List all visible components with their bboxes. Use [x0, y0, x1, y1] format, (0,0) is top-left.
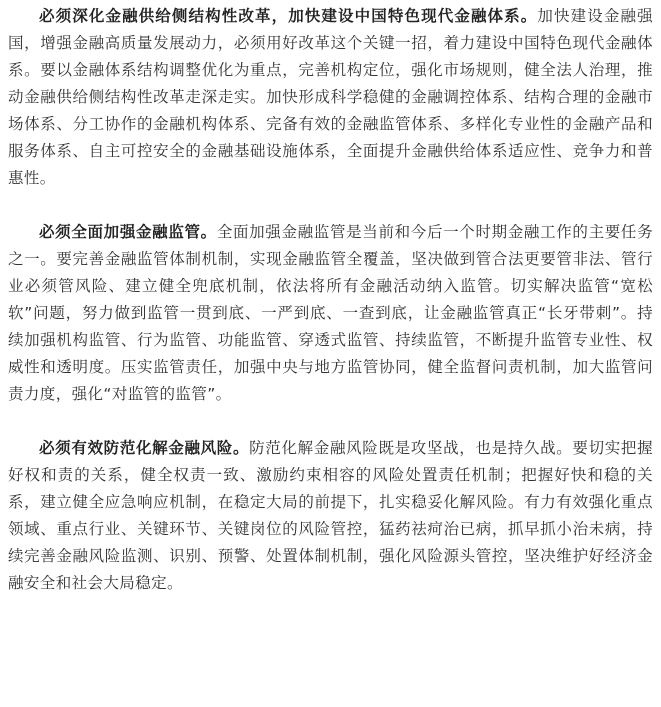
- paragraph-text: 全面加强金融监管是当前和今后一个时期金融工作的主要任务之一。要完善金融监管体制机制，实现金融监管全覆盖，坚决做到管合法更要管非法、管行业必须管风险、建立健全兜底机制，依法将所有金融活动纳入监管。切实解决监管“宽松软”问题，努力做到监管一贯到底、一严到底、一查到底，让金融监管真正“长牙带刺”。持续加强机构监管、行为监管、功能监管、穿透式监管、持续监管，不断提升监管专业性、权威性和透明度。压实监管责任，加强中央与地方监管协同，健全监督问责机制，加大监管问责力度，强化“对监管的监管”。: [8, 223, 653, 403]
- paragraph-financial-supervision: [8, 219, 653, 408]
- paragraph-financial-risk: [8, 435, 653, 597]
- paragraph-lead: 必须全面加强金融监管。: [39, 223, 217, 241]
- paragraph-lead: 必须深化金融供给侧结构性改革，加快建设中国特色现代金融体系。: [39, 7, 538, 25]
- paragraph-text: 防范化解金融风险既是攻坚战，也是持久战。要切实把握好权和责的关系，健全权责一致、激励约束相容的风险处置责任机制；把握好快和稳的关系，建立健全应急响应机制，在稳定大局的前提下，扎实稳妥化解风险。有力有效强化重点领域、重点行业、关键环节、关键岗位的风险管控，猛药祛疴治已病，抓早抓小治未病，持续完善金融风险监测、识别、预警、处置体制机制，强化风险源头管控，坚决维护好经济金融安全和社会大局稳定。: [8, 439, 653, 592]
- paragraph-financial-supply-reform: [8, 3, 653, 192]
- paragraph-lead: 必须有效防范化解金融风险。: [39, 439, 250, 457]
- paragraph-text: 加快建设金融强国，增强金融高质量发展动力，必须用好改革这个关键一招，着力建设中国特色现代金融体系。要以金融体系结构调整优化为重点，完善机构定位，强化市场规则，健全法人治理，推动金融供给侧结构性改革走深走实。加快形成科学稳健的金融调控体系、结构合理的金融市场体系、分工协作的金融机构体系、完备有效的金融监管体系、多样化专业性的金融产品和服务体系、自主可控安全的金融基础设施体系，全面提升金融供给体系适应性、竞争力和普惠性。: [8, 7, 653, 187]
